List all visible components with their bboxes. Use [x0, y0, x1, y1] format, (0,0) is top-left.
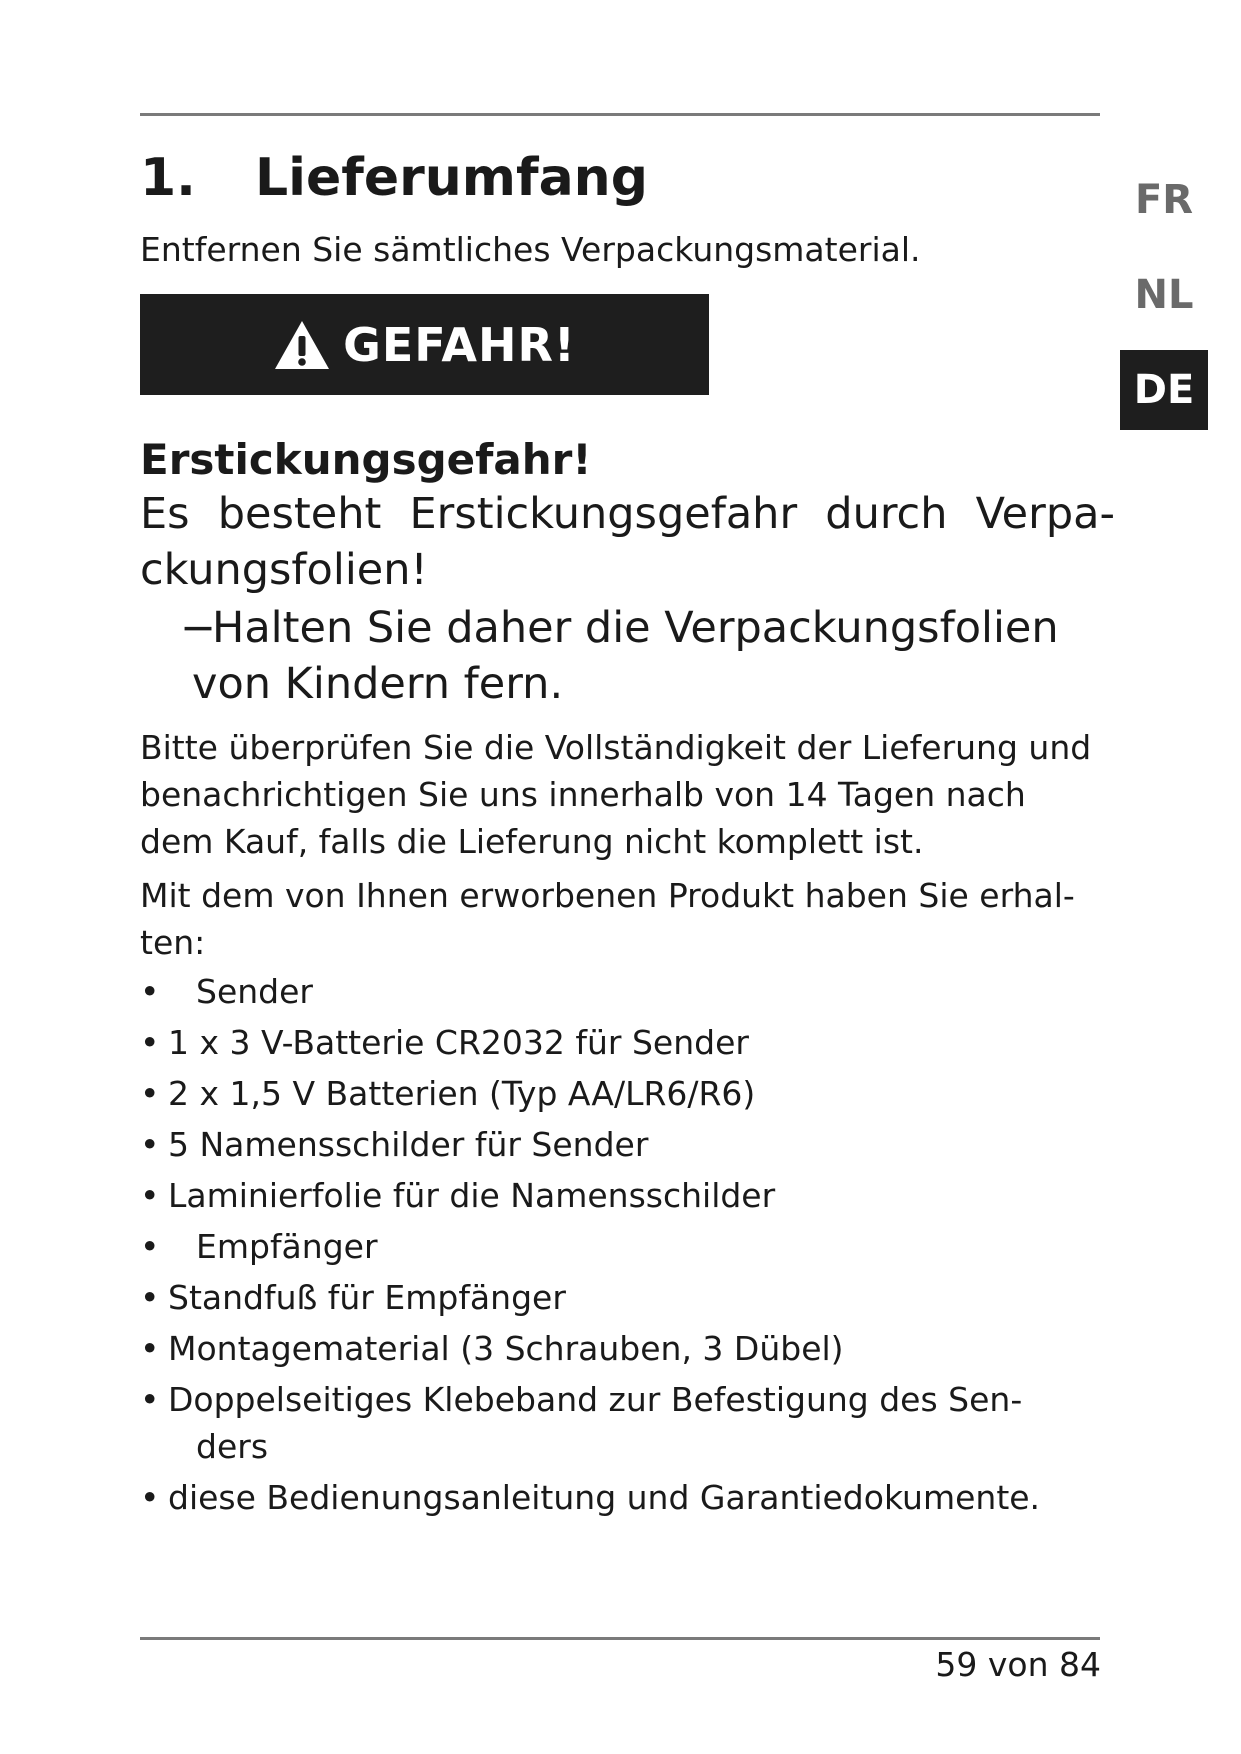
danger-banner [140, 294, 709, 395]
bullet-icon: • [140, 1380, 160, 1419]
hazard-instruction-line2: von Kindern fern. [192, 659, 564, 709]
list-item [140, 1474, 1100, 1521]
bullet-icon: • [140, 1125, 160, 1164]
dash-marker: − [180, 603, 217, 653]
top-divider [140, 113, 1100, 116]
hazard-text: Es besteht Erstickungsgefahr durch Verpackungsfolien! [140, 489, 1115, 595]
list-item [140, 968, 1100, 1015]
bottom-divider [140, 1637, 1100, 1640]
list-item [140, 1070, 1100, 1117]
paragraph-check-delivery: Bitte überprüfen Sie die Vollständigkeit der Lieferung und benachrichtigen Sie uns innerhalb von 14 Tagen nach dem Kauf, falls die Lieferung nicht komplett ist. [140, 728, 1092, 861]
section-title: Lieferumfang [255, 148, 648, 208]
list-item [140, 1223, 1100, 1270]
list-item [140, 1019, 1100, 1066]
list-item-text: Sender [196, 972, 313, 1011]
language-tab-fr[interactable]: FR [1134, 177, 1194, 223]
list-item-text: Doppelseitiges Klebeband zur Befestigung des Sen- [168, 1380, 1023, 1419]
list-item-text: 2 x 1,5 V Batterien (Typ AA/LR6/R6) [168, 1074, 756, 1113]
list-item [140, 1121, 1100, 1168]
list-item-continuation: ders [196, 1427, 269, 1466]
list-item-text: Empfänger [196, 1227, 378, 1266]
list-item-text: Standfuß für Empfänger [168, 1278, 566, 1317]
list-item [140, 1376, 1100, 1470]
language-tab-nl[interactable]: NL [1134, 272, 1194, 318]
list-item [140, 1274, 1100, 1321]
page-number: 59 von 84 [935, 1645, 1101, 1684]
list-item-text: Montagematerial (3 Schrauben, 3 Dübel) [168, 1329, 844, 1368]
paragraph-contents-intro: Mit dem von Ihnen erworbenen Produkt haben Sie erhalten: [140, 876, 1075, 962]
section-heading [140, 148, 648, 208]
section-number: 1. [140, 148, 196, 208]
hazard-title: Erstickungsgefahr! [140, 435, 592, 484]
hazard-instruction [180, 600, 1100, 712]
bullet-icon: • [140, 1176, 160, 1215]
list-item-text: Laminierfolie für die Namensschilder [168, 1176, 776, 1215]
list-item-text: 1 x 3 V-Batterie CR2032 für Sender [168, 1023, 749, 1062]
list-item [140, 1172, 1100, 1219]
list-item-text: diese Bedienungsanleitung und Garantiedokumente. [168, 1478, 1041, 1517]
danger-label: GEFAHR! [343, 317, 576, 372]
bullet-icon: • [140, 1227, 160, 1266]
hazard-instruction-line1: Halten Sie daher die Verpackungsfolien [212, 603, 1059, 653]
section-subtitle: Entfernen Sie sämtliches Verpackungsmaterial. [140, 230, 921, 269]
language-tabs [1120, 160, 1208, 445]
bullet-icon: • [140, 1023, 160, 1062]
bullet-icon: • [140, 1074, 160, 1113]
list-item-text: 5 Namensschilder für Sender [168, 1125, 649, 1164]
bullet-icon: • [140, 1478, 160, 1517]
bullet-icon: • [140, 1278, 160, 1317]
list-item [140, 1325, 1100, 1372]
warning-triangle-icon [273, 319, 331, 371]
language-tab-de[interactable]: DE [1120, 350, 1208, 430]
bullet-icon: • [140, 1329, 160, 1368]
bullet-icon: • [140, 972, 160, 1011]
contents-list [140, 968, 1100, 1525]
